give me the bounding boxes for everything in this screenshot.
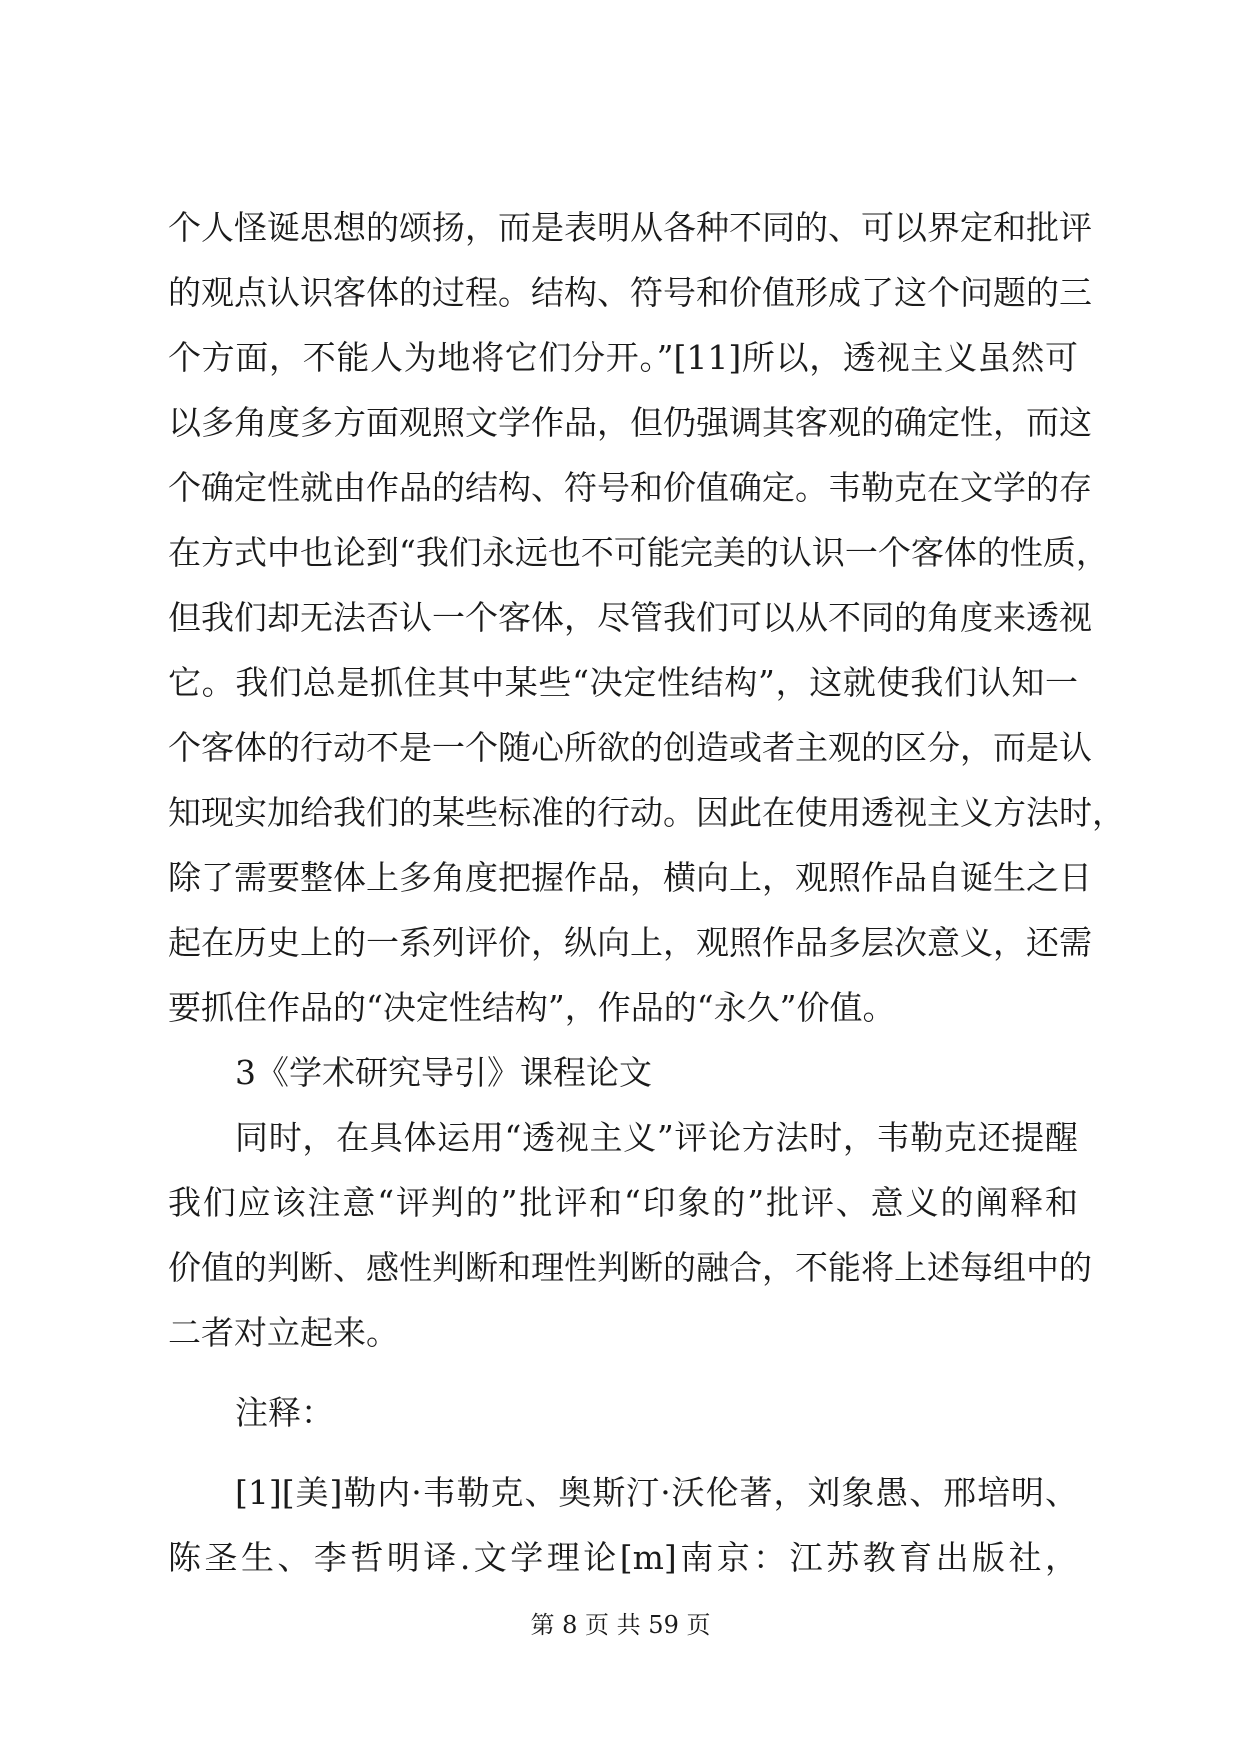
page-number-footer: 第 8 页 共 59 页	[530, 1611, 711, 1639]
text-line: 个人怪诞思想的颂扬，而是表明从各种不同的、可以界定和批评	[168, 208, 1092, 247]
text-line: 要抓住作品的“决定性结构”，作品的“永久”价值。	[168, 988, 896, 1027]
text-line: 同时，在具体运用“透视主义”评论方法时，韦勒克还提醒	[235, 1118, 1078, 1157]
text-line: 二者对立起来。	[168, 1313, 399, 1352]
text-line: 个确定性就由作品的结构、符号和价值确定。韦勒克在文学的存	[168, 468, 1092, 507]
reference-line: 陈圣生、李哲明译.文学理论[m]南京：江苏教育出版社，	[168, 1538, 1078, 1577]
text-line: 它。我们总是抓住其中某些“决定性结构”，这就使我们认知一	[168, 663, 1078, 702]
text-line: 起在历史上的一系列评价，纵向上，观照作品多层次意义，还需	[168, 923, 1092, 962]
section-heading: 3《学术研究导引》课程论文	[235, 1053, 652, 1092]
text-line: 在方式中也论到“我们永远也不可能完美的认识一个客体的性质，	[168, 533, 1109, 572]
text-line: 的观点认识客体的过程。结构、符号和价值形成了这个问题的三	[168, 273, 1092, 312]
text-line: 我们应该注意“评判的”批评和“印象的”批评、意义的阐释和	[168, 1183, 1078, 1222]
text-line: 但我们却无法否认一个客体，尽管我们可以从不同的角度来透视	[168, 598, 1092, 637]
text-line: 个客体的行动不是一个随心所欲的创造或者主观的区分，而是认	[168, 728, 1092, 767]
text-line: 以多角度多方面观照文学作品，但仍强调其客观的确定性，而这	[168, 403, 1092, 442]
text-line: 知现实加给我们的某些标准的行动。因此在使用透视主义方法时，	[168, 793, 1125, 832]
text-line: 价值的判断、感性判断和理性判断的融合，不能将上述每组中的	[168, 1248, 1092, 1287]
notes-label: 注释：	[235, 1393, 334, 1432]
reference-line: [1][美]勒内·韦勒克、奥斯汀·沃伦著，刘象愚、邢培明、	[235, 1473, 1078, 1512]
body-text	[168, 195, 1125, 1590]
text-line: 除了需要整体上多角度把握作品，横向上，观照作品自诞生之日	[168, 858, 1092, 897]
text-line: 个方面，不能人为地将它们分开。”[11]所以，透视主义虽然可	[168, 338, 1078, 377]
